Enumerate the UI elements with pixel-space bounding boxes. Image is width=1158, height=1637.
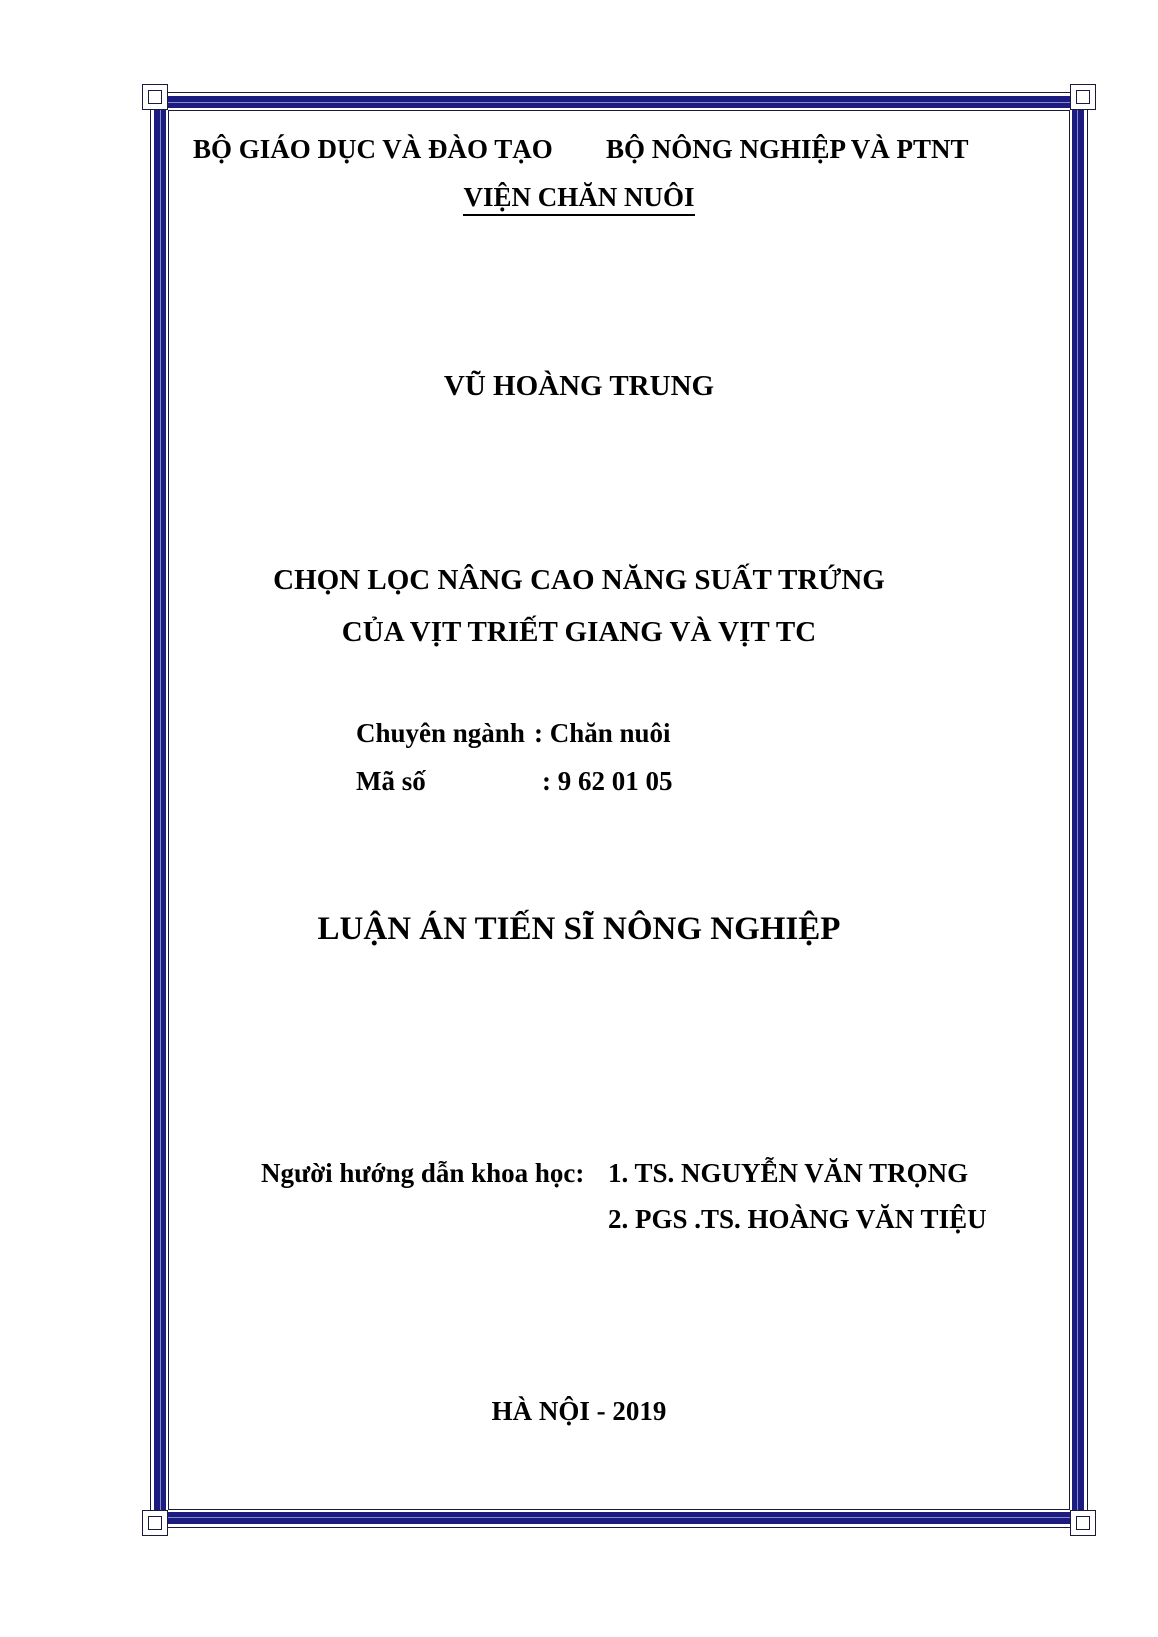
major-value: : Chăn nuôi (534, 718, 671, 748)
supervisor-label: Người hướng dẫn khoa học: (261, 1158, 585, 1188)
degree-title: LUẬN ÁN TIẾN SĨ NÔNG NGHIỆP (317, 911, 841, 947)
ministry-education: BỘ GIÁO DỤC VÀ ĐÀO TẠO (193, 134, 553, 164)
decorative-border-inner (168, 110, 1070, 1510)
border-corner-bottom-left (142, 1510, 168, 1536)
institute-name: VIỆN CHĂN NUÔI (463, 182, 694, 216)
major-label: Chuyên ngành (356, 718, 525, 748)
code-label: Mã số (356, 766, 426, 796)
border-corner-top-left (142, 84, 168, 110)
border-corner-bottom-right (1070, 1510, 1096, 1536)
ministry-agriculture: BỘ NÔNG NGHIỆP VÀ PTNT (606, 134, 969, 164)
supervisor-1: 1. TS. NGUYỄN VĂN TRỌNG (608, 1158, 969, 1188)
border-corner-top-right (1070, 84, 1096, 110)
author-name: VŨ HOÀNG TRUNG (443, 370, 715, 402)
place-year: HÀ NỘI - 2019 (491, 1396, 667, 1426)
supervisor-2: 2. PGS .TS. HOÀNG VĂN TIỆU (608, 1204, 987, 1234)
institute-wrapper (0, 182, 1158, 213)
thesis-title-line-2: CỦA VỊT TRIẾT GIANG VÀ VỊT TC (341, 616, 817, 648)
thesis-title-line-1: CHỌN LỌC NÂNG CAO NĂNG SUẤT TRỨNG (273, 564, 885, 596)
code-value: : 9 62 01 05 (542, 766, 673, 796)
